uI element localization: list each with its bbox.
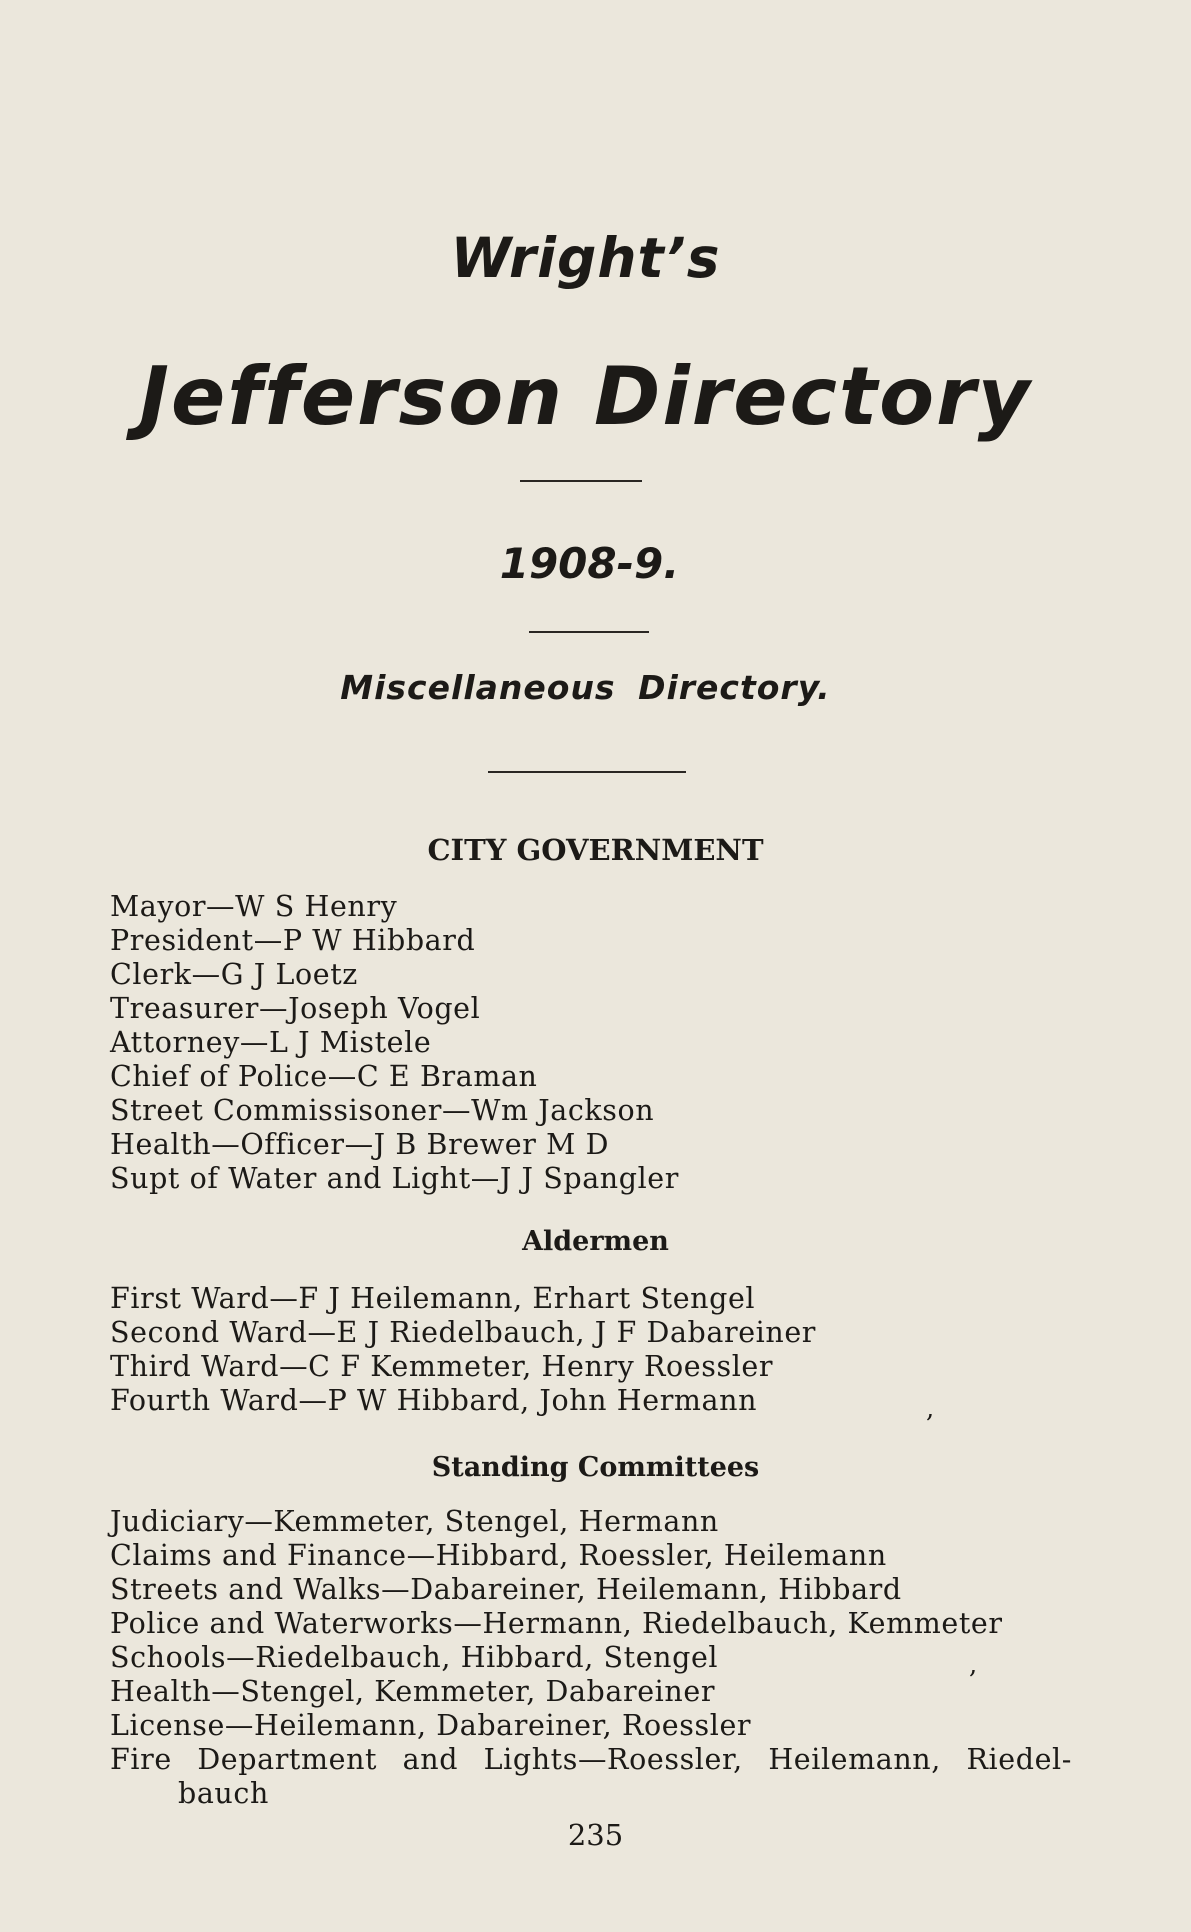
word: Riedel-	[966, 1743, 1072, 1776]
list-item: First Ward—F J Heilemann, Erhart Stengel	[110, 1282, 756, 1315]
list-item-continuation: bauch	[178, 1777, 269, 1810]
directory-year: 1908-9.	[499, 539, 680, 588]
list-item: Schools—Riedelbauch, Hibbard, Stengel	[110, 1641, 719, 1674]
aldermen-heading: Aldermen	[522, 1226, 669, 1257]
list-item: Claims and Finance—Hibbard, Roessler, Heilemann	[110, 1539, 887, 1572]
list-item	[110, 1743, 1080, 1777]
list-item: Chief of Police—C E Braman	[110, 1060, 538, 1093]
word: Lights—Roessler,	[483, 1743, 743, 1776]
stray-mark: ,	[926, 1394, 935, 1424]
list-item: Fourth Ward—P W Hibbard, John Hermann	[110, 1384, 758, 1417]
page-title: Jefferson Directory	[139, 350, 1032, 443]
word: Department	[197, 1743, 378, 1776]
standing-committees-list	[110, 1505, 1080, 1811]
list-item: Police and Waterworks—Hermann, Riedelbauch, Kemmeter	[110, 1607, 1003, 1640]
word: Heilemann,	[768, 1743, 941, 1776]
list-item: Health—Officer—J B Brewer M D	[110, 1128, 610, 1161]
publisher-name: Wright’s	[450, 226, 721, 290]
list-item: Streets and Walks—Dabareiner, Heilemann, Hibbard	[110, 1573, 902, 1606]
city-government-heading: CITY GOVERNMENT	[427, 833, 764, 867]
list-item: Street Commissisoner—Wm Jackson	[110, 1094, 655, 1127]
list-item: Attorney—L J Mistele	[110, 1026, 432, 1059]
list-item: Supt of Water and Light—J J Spangler	[110, 1162, 679, 1195]
list-item: Health—Stengel, Kemmeter, Dabareiner	[110, 1675, 716, 1708]
divider-rule	[488, 771, 686, 773]
divider-rule	[529, 631, 649, 633]
list-item: Clerk—G J Loetz	[110, 958, 358, 991]
stray-mark: ,	[969, 1650, 978, 1680]
justified-line	[110, 1743, 1072, 1777]
aldermen-list	[110, 1282, 1080, 1418]
divider-rule	[520, 480, 642, 482]
list-item: Judiciary—Kemmeter, Stengel, Hermann	[110, 1505, 719, 1538]
standing-committees-heading: Standing Committees	[431, 1452, 760, 1483]
list-item: Mayor—W S Henry	[110, 890, 398, 923]
list-item: License—Heilemann, Dabareiner, Roessler	[110, 1709, 752, 1742]
page-number: 235	[567, 1818, 624, 1852]
list-item: Third Ward—C F Kemmeter, Henry Roessler	[110, 1350, 774, 1383]
list-item: Second Ward—E J Riedelbauch, J F Dabareiner	[110, 1316, 817, 1349]
list-item: Treasurer—Joseph Vogel	[110, 992, 481, 1025]
city-government-list	[110, 890, 1080, 1196]
section-subtitle: Miscellaneous Directory.	[340, 668, 831, 707]
word: and	[402, 1743, 459, 1776]
word: Fire	[110, 1743, 172, 1776]
list-item: President—P W Hibbard	[110, 924, 476, 957]
